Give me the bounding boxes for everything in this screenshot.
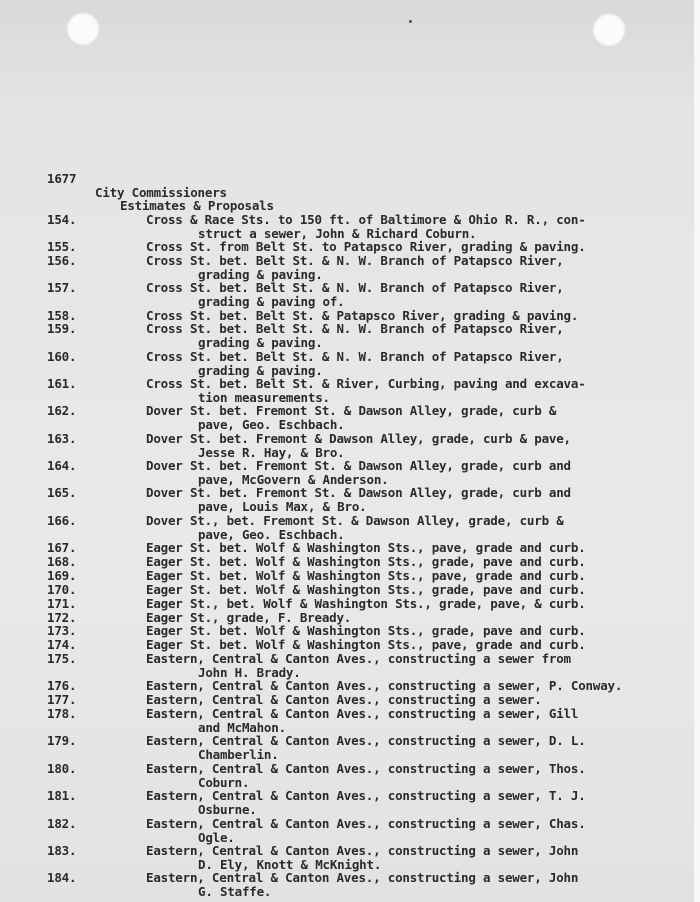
entry-number: 173. — [47, 623, 77, 638]
entry-text-continuation: G. Staffe. — [198, 883, 272, 899]
entry-text: Eastern, Central & Canton Aves., constructing a sewer, Thos. — [146, 761, 586, 776]
entry-text-continuation: grading & paving. — [198, 334, 323, 350]
entry-number: 170. — [47, 582, 77, 597]
page-number: 1677 — [47, 171, 77, 186]
entry-text-continuation: pave, Louis Max, & Bro. — [198, 498, 367, 514]
entry-text-continuation: tion measurements. — [198, 389, 330, 405]
entry-number: 157. — [47, 280, 77, 295]
entry-number: 159. — [47, 321, 77, 336]
entry-number: 175. — [47, 651, 77, 666]
entry-text-continuation: Jesse R. Hay, & Bro. — [198, 444, 345, 460]
entry-number: 176. — [47, 678, 77, 693]
entry-number: 169. — [47, 568, 77, 583]
punch-hole-left — [66, 12, 100, 46]
entry-text: Cross St. bet. Belt St. & Patapsco River, grading & paving. — [146, 308, 579, 323]
department-heading: City Commissioners — [95, 185, 227, 200]
entry-number: 181. — [47, 788, 77, 803]
entry-number: 164. — [47, 458, 77, 473]
entry-text-continuation: pave, Geo. Eschbach. — [198, 526, 345, 542]
entry-text: Dover St. bet. Fremont St. & Dawson Alley, grade, curb and — [146, 485, 571, 500]
entry-text: Eastern, Central & Canton Aves., constructing a sewer, P. Conway. — [146, 678, 623, 693]
entry-text: Eager St. bet. Wolf & Washington Sts., pave, grade and curb. — [146, 540, 586, 555]
entry-text: Eastern, Central & Canton Aves., constructing a sewer, Chas. — [146, 816, 586, 831]
entry-number: 183. — [47, 843, 77, 858]
entry-text: Eastern, Central & Canton Aves., constructing a sewer. — [146, 692, 542, 707]
entry-number: 180. — [47, 761, 77, 776]
entry-text: Eager St. bet. Wolf & Washington Sts., grade, pave and curb. — [146, 554, 586, 569]
entry-number: 179. — [47, 733, 77, 748]
entry-number: 171. — [47, 596, 77, 611]
entry-text-continuation: D. Ely, Knott & McKnight. — [198, 856, 382, 872]
entry-number: 154. — [47, 212, 77, 227]
entry-text-continuation: struct a sewer, John & Richard Coburn. — [198, 225, 477, 241]
entry-number: 165. — [47, 485, 77, 500]
entry-number: 156. — [47, 253, 77, 268]
punch-hole-right — [592, 13, 626, 47]
entry-number: 167. — [47, 540, 77, 555]
entry-text-continuation: pave, Geo. Eschbach. — [198, 416, 345, 432]
entry-number: 160. — [47, 349, 77, 364]
entry-text: Eastern, Central & Canton Aves., constructing a sewer, Gill — [146, 706, 579, 721]
entry-number: 184. — [47, 870, 77, 885]
entry-text: Eager St. bet. Wolf & Washington Sts., grade, pave and curb. — [146, 623, 586, 638]
entry-text-continuation: John H. Brady. — [198, 664, 301, 680]
entry-text: Cross St. from Belt St. to Patapsco River, grading & paving. — [146, 239, 586, 254]
ink-speck — [409, 20, 412, 23]
entry-number: 166. — [47, 513, 77, 528]
entry-text: Cross St. bet. Belt St. & River, Curbing, paving and excava- — [146, 376, 586, 391]
entry-number: 174. — [47, 637, 77, 652]
section-heading: Estimates & Proposals — [120, 198, 274, 213]
entry-text: Cross St. bet. Belt St. & N. W. Branch of Patapsco River, — [146, 280, 564, 295]
entry-number: 158. — [47, 308, 77, 323]
entry-number: 182. — [47, 816, 77, 831]
entry-text: Dover St. bet. Fremont & Dawson Alley, grade, curb & pave, — [146, 431, 571, 446]
entry-number: 163. — [47, 431, 77, 446]
entry-text-continuation: Coburn. — [198, 774, 250, 790]
entry-text: Eastern, Central & Canton Aves., constructing a sewer, T. J. — [146, 788, 586, 803]
entry-text-continuation: pave, McGovern & Anderson. — [198, 471, 389, 487]
entry-text: Cross St. bet. Belt St. & N. W. Branch of Patapsco River, — [146, 321, 564, 336]
entry-text: Eager St., bet. Wolf & Washington Sts., grade, pave, & curb. — [146, 596, 586, 611]
entry-text: Eager St. bet. Wolf & Washington Sts., pave, grade and curb. — [146, 568, 586, 583]
entry-text: Eastern, Central & Canton Aves., constructing a sewer from — [146, 651, 571, 666]
entry-number: 177. — [47, 692, 77, 707]
page-edge — [694, 0, 700, 902]
entry-text: Dover St. bet. Fremont St. & Dawson Alley, grade, curb & — [146, 403, 557, 418]
entry-text: Eager St. bet. Wolf & Washington Sts., pave, grade and curb. — [146, 637, 586, 652]
entry-text: Eastern, Central & Canton Aves., constructing a sewer, John — [146, 870, 579, 885]
entry-number: 155. — [47, 239, 77, 254]
entry-text: Cross St. bet. Belt St. & N. W. Branch of Patapsco River, — [146, 349, 564, 364]
entry-text: Cross St. bet. Belt St. & N. W. Branch of Patapsco River, — [146, 253, 564, 268]
entry-text: Dover St. bet. Fremont St. & Dawson Alley, grade, curb and — [146, 458, 571, 473]
entry-text-continuation: Chamberlin. — [198, 746, 279, 762]
entry-text-continuation: and McMahon. — [198, 719, 286, 735]
entry-text: Eager St. bet. Wolf & Washington Sts., grade, pave and curb. — [146, 582, 586, 597]
entry-text: Cross & Race Sts. to 150 ft. of Baltimore & Ohio R. R., con- — [146, 212, 586, 227]
entry-text-continuation: Ogle. — [198, 829, 235, 845]
entry-number: 178. — [47, 706, 77, 721]
entry-text: Dover St., bet. Fremont St. & Dawson Alley, grade, curb & — [146, 513, 564, 528]
entry-text: Eager St., grade, F. Bready. — [146, 610, 352, 625]
entry-text-continuation: grading & paving of. — [198, 293, 345, 309]
entry-text: Eastern, Central & Canton Aves., constructing a sewer, John — [146, 843, 579, 858]
entry-text-continuation: grading & paving. — [198, 266, 323, 282]
entry-number: 168. — [47, 554, 77, 569]
entry-text-continuation: grading & paving. — [198, 362, 323, 378]
entry-number: 162. — [47, 403, 77, 418]
entry-text: Eastern, Central & Canton Aves., constructing a sewer, D. L. — [146, 733, 586, 748]
entry-number: 172. — [47, 610, 77, 625]
entry-text-continuation: Osburne. — [198, 801, 257, 817]
entry-number: 161. — [47, 376, 77, 391]
